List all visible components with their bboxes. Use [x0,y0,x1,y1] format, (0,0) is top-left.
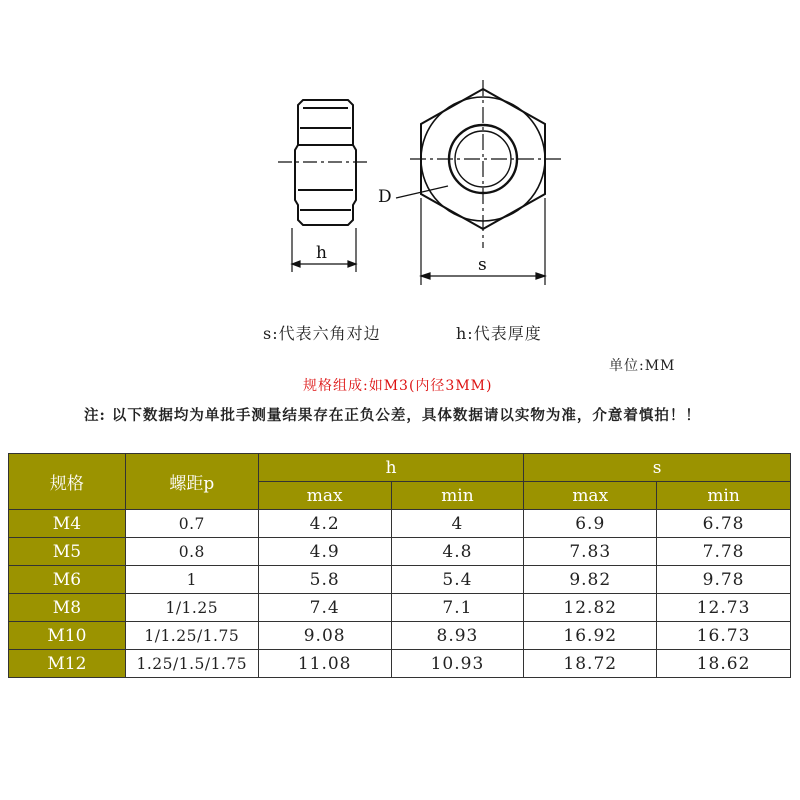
spec-cell: M12 [9,650,126,678]
spec-cell: M4 [9,510,126,538]
pitch-cell: 0.7 [125,510,258,538]
header-h: h [258,454,524,482]
h-max-cell: 5.8 [258,566,391,594]
s-definition: s:代表六角对边 [263,324,381,343]
s-min-cell: 6.78 [657,510,791,538]
s-min-cell: 12.73 [657,594,791,622]
table-row [9,538,791,566]
table-row [9,566,791,594]
s-min-cell: 7.78 [657,538,791,566]
pitch-cell: 0.8 [125,538,258,566]
d-label: D [378,187,392,207]
pitch-cell: 1/1.25 [125,594,258,622]
s-max-cell: 16.92 [524,622,657,650]
header-s-max: max [524,482,657,510]
header-s: s [524,454,791,482]
h-max-cell: 7.4 [258,594,391,622]
s-max-cell: 12.82 [524,594,657,622]
spec-cell: M8 [9,594,126,622]
header-h-min: min [391,482,524,510]
s-min-cell: 18.62 [657,650,791,678]
table-row [9,594,791,622]
h-max-cell: 4.9 [258,538,391,566]
s-min-cell: 16.73 [657,622,791,650]
s-min-cell: 9.78 [657,566,791,594]
s-max-cell: 18.72 [524,650,657,678]
table-row [9,650,791,678]
header-s-min: min [657,482,791,510]
spec-cell: M6 [9,566,126,594]
nut-technical-drawing [270,80,580,290]
h-min-cell: 4 [391,510,524,538]
pitch-cell: 1.25/1.5/1.75 [125,650,258,678]
s-max-cell: 7.83 [524,538,657,566]
s-max-cell: 6.9 [524,510,657,538]
spec-cell: M10 [9,622,126,650]
h-label: h [316,243,327,263]
pitch-cell: 1/1.25/1.75 [125,622,258,650]
s-max-cell: 9.82 [524,566,657,594]
h-min-cell: 7.1 [391,594,524,622]
spec-table [8,453,791,678]
h-min-cell: 5.4 [391,566,524,594]
h-max-cell: 11.08 [258,650,391,678]
header-spec: 规格 [9,454,126,510]
header-pitch: 螺距p [125,454,258,510]
unit-label: 单位:MM [609,358,676,374]
spec-cell: M5 [9,538,126,566]
table-row [9,510,791,538]
table-row [9,622,791,650]
h-max-cell: 9.08 [258,622,391,650]
h-min-cell: 10.93 [391,650,524,678]
h-definition: h:代表厚度 [456,324,542,343]
s-label: s [478,255,487,275]
pitch-cell: 1 [125,566,258,594]
h-max-cell: 4.2 [258,510,391,538]
h-min-cell: 8.93 [391,622,524,650]
header-h-max: max [258,482,391,510]
tolerance-note: 注: 以下数据均为单批手测量结果存在正负公差，具体数据请以实物为准，介意着慎拍！！ [84,407,701,424]
h-min-cell: 4.8 [391,538,524,566]
spec-composition-note: 规格组成:如M3(内径3MM) [303,378,493,394]
